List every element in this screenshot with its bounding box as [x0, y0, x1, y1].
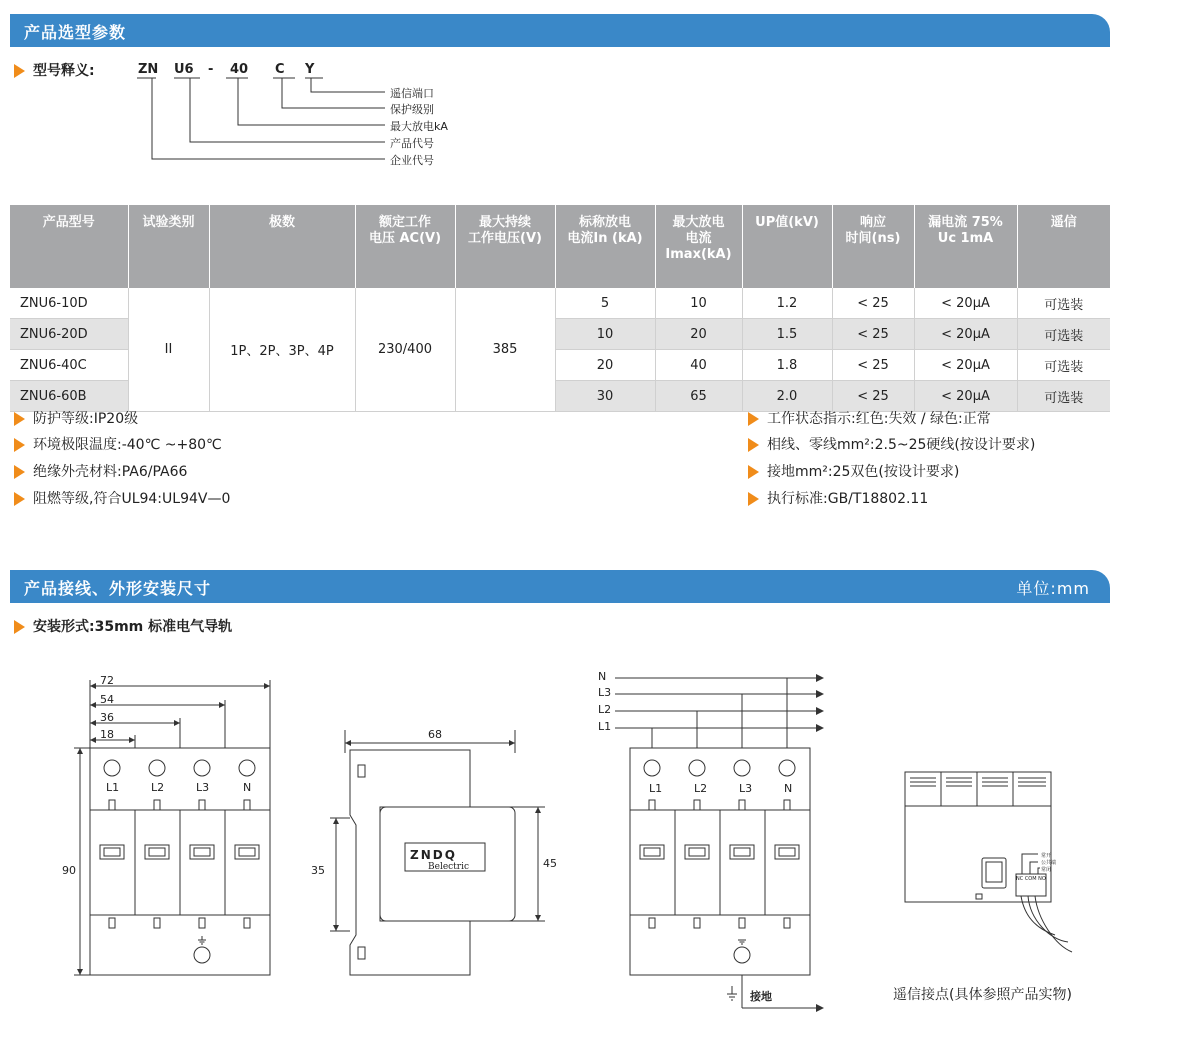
dim-54: 54 — [100, 693, 114, 706]
dim-35: 35 — [311, 864, 325, 877]
meaning-max-discharge: 最大放电kA — [390, 120, 448, 133]
code-y: Y — [305, 62, 315, 77]
cell-imax: 40 — [655, 350, 742, 381]
cell-model: ZNU6-20D — [10, 319, 128, 350]
cell-imax: 20 — [655, 319, 742, 350]
bullet-arrow-icon — [748, 492, 759, 506]
cell-up: 1.5 — [742, 319, 832, 350]
brand-subtitle: Belectric — [428, 862, 470, 872]
cell-leak: < 20μA — [914, 319, 1017, 350]
cell-in: 10 — [555, 319, 655, 350]
th-max-voltage: 最大持续 工作电压(V) — [455, 205, 555, 288]
cell-time: < 25 — [832, 350, 914, 381]
model-leader-lines — [130, 75, 400, 170]
dim-72: 72 — [100, 674, 114, 687]
terminal-label-l2: L2 — [694, 782, 708, 795]
bullet-arrow-icon — [748, 438, 759, 452]
line-label-l1: L1 — [598, 720, 612, 733]
cell-leak: < 20μA — [914, 288, 1017, 319]
unit-label: 单位:mm — [1016, 579, 1090, 598]
remote-label-nc: 常闭 — [1041, 867, 1052, 873]
feature-left-1: 防护等级:IP20级 — [14, 408, 138, 428]
code-c: C — [275, 62, 285, 77]
th-model: 产品型号 — [10, 205, 128, 288]
th-up: UP值(kV) — [742, 205, 832, 288]
feature-left-3: 绝缘外壳材料:PA6/PA66 — [14, 461, 187, 481]
cell-test-class: II — [128, 288, 209, 412]
code-zn: ZN — [138, 62, 159, 77]
remote-label-com: 公共端 — [1041, 860, 1057, 866]
terminal-label-l3: L3 — [739, 782, 753, 795]
meaning-company-code: 企业代号 — [390, 154, 434, 167]
bullet-arrow-icon — [748, 412, 759, 426]
cell-poles: 1P、2P、3P、4P — [209, 288, 355, 412]
terminal-label-l2: L2 — [151, 781, 165, 794]
line-label-l3: L3 — [598, 686, 612, 699]
cell-in: 30 — [555, 381, 655, 412]
terminal-label-l1: L1 — [106, 781, 120, 794]
table-header — [10, 205, 1110, 288]
terminal-label-l3: L3 — [196, 781, 210, 794]
cell-remote: 可选装 — [1017, 288, 1110, 319]
ground-label: 接地 — [750, 990, 772, 1003]
remote-label-no: 常开 — [1041, 853, 1052, 859]
cell-imax: 10 — [655, 288, 742, 319]
cell-time: < 25 — [832, 288, 914, 319]
cell-remote: 可选装 — [1017, 381, 1110, 412]
th-response-time: 响应 时间(ns) — [832, 205, 914, 288]
model-label: 型号释义: — [14, 60, 95, 80]
remote-caption: 遥信接点(具体参照产品实物) — [893, 987, 1072, 1003]
th-test-class: 试验类别 — [128, 205, 209, 288]
section-title: 产品选型参数 — [24, 23, 127, 42]
bullet-arrow-icon — [14, 492, 25, 506]
cell-remote: 可选装 — [1017, 319, 1110, 350]
section-banner-selection — [10, 14, 1110, 47]
th-nominal-current: 标称放电 电流In (kA) — [555, 205, 655, 288]
th-rated-voltage: 额定工作 电压 AC(V) — [355, 205, 455, 288]
cell-in: 20 — [555, 350, 655, 381]
dim-18: 18 — [100, 728, 114, 741]
spec-table — [10, 205, 1110, 412]
cell-remote: 可选装 — [1017, 350, 1110, 381]
table-row — [10, 288, 1110, 319]
cell-time: < 25 — [832, 319, 914, 350]
front-view-drawing — [60, 670, 290, 980]
dim-36: 36 — [100, 711, 114, 724]
feature-right-3: 接地mm²:25双色(按设计要求) — [748, 461, 959, 481]
cell-up: 2.0 — [742, 381, 832, 412]
remote-pin-labels: NC COM NO — [1016, 876, 1046, 882]
meaning-remote: 遥信端口 — [390, 87, 434, 100]
cell-max-voltage: 385 — [455, 288, 555, 412]
bullet-arrow-icon — [14, 438, 25, 452]
bullet-arrow-icon — [748, 465, 759, 479]
cell-model: ZNU6-40C — [10, 350, 128, 381]
bullet-arrow-icon — [14, 620, 25, 634]
th-poles: 极数 — [209, 205, 355, 288]
th-leakage: 漏电流 75% Uc 1mA — [914, 205, 1017, 288]
section-title: 产品接线、外形安装尺寸 — [24, 579, 212, 598]
terminal-label-l1: L1 — [649, 782, 663, 795]
cell-leak: < 20μA — [914, 350, 1017, 381]
brand-logo: ZNDQ — [410, 848, 457, 862]
dim-68: 68 — [428, 728, 442, 741]
cell-up: 1.8 — [742, 350, 832, 381]
cell-time: < 25 — [832, 381, 914, 412]
dim-45: 45 — [543, 857, 557, 870]
cell-leak: < 20μA — [914, 381, 1017, 412]
install-type: 安装形式:35mm 标准电气导轨 — [14, 616, 232, 636]
line-label-l2: L2 — [598, 703, 612, 716]
feature-right-2: 相线、零线mm²:2.5~25硬线(按设计要求) — [748, 434, 1035, 454]
meaning-product-code: 产品代号 — [390, 137, 434, 150]
bullet-arrow-icon — [14, 64, 25, 78]
cell-in: 5 — [555, 288, 655, 319]
cell-model: ZNU6-60B — [10, 381, 128, 412]
remote-contact-drawing — [900, 770, 1080, 970]
feature-right-1: 工作状态指示:红色:失效 / 绿色:正常 — [748, 408, 991, 428]
code-40: 40 — [230, 62, 249, 77]
cell-model: ZNU6-10D — [10, 288, 128, 319]
cell-up: 1.2 — [742, 288, 832, 319]
th-remote: 遥信 — [1017, 205, 1110, 288]
bullet-arrow-icon — [14, 465, 25, 479]
cell-rated-voltage: 230/400 — [355, 288, 455, 412]
feature-right-4: 执行标准:GB/T18802.11 — [748, 488, 928, 508]
code-dash: - — [208, 62, 214, 77]
dim-90: 90 — [62, 864, 76, 877]
section-banner-wiring — [10, 570, 1110, 603]
code-u6: U6 — [174, 62, 194, 77]
feature-left-4: 阻燃等级,符合UL94:UL94V—0 — [14, 488, 230, 508]
feature-left-2: 环境极限温度:-40℃ ~+80℃ — [14, 434, 222, 454]
meaning-level: 保护级别 — [390, 103, 434, 116]
terminal-label-n: N — [243, 781, 252, 794]
terminal-label-n: N — [784, 782, 793, 795]
wiring-diagram — [590, 668, 830, 1018]
th-max-current: 最大放电 电流 Imax(kA) — [655, 205, 742, 288]
cell-imax: 65 — [655, 381, 742, 412]
bullet-arrow-icon — [14, 412, 25, 426]
line-label-n: N — [598, 670, 607, 683]
